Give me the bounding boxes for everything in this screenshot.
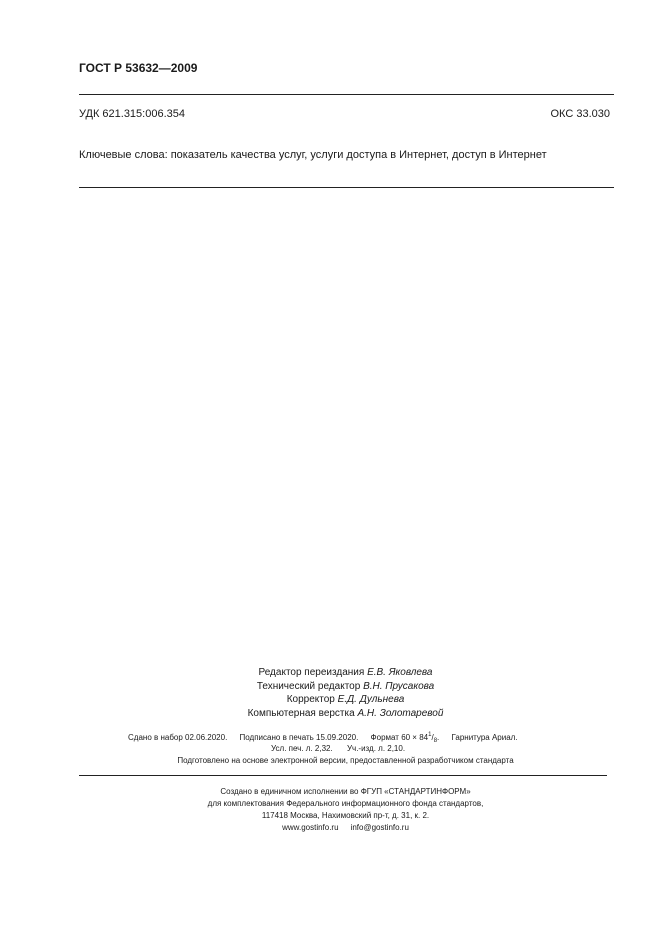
footer-line-2: для комплектования Федерального информационного фонда стандартов,: [207, 799, 484, 808]
keywords-line: Ключевые слова: показатель качества услуг, услуги доступа в Интернет, доступ в Интернет: [79, 149, 547, 161]
footer-line-1: Создано в единичном исполнении во ФГУП «СТАНДАРТИНФОРМ»: [220, 787, 471, 796]
footer-divider: [79, 775, 607, 776]
editor-credit: [0, 666, 661, 680]
tech-editor-label: Технический редактор: [256, 680, 361, 692]
editor-label: Редактор переиздания: [258, 667, 365, 678]
website-link[interactable]: www.gostinfo.ru: [282, 823, 339, 832]
udk-code: УДК 621.315:006.354: [79, 108, 185, 120]
corrector-credit: [0, 693, 661, 707]
layout-label: Компьютерная верстка: [247, 707, 355, 719]
printed-sheets: Усл. печ. л. 2,32.: [271, 744, 333, 753]
submitted-date: Сдано в набор 02.06.2020.: [128, 733, 228, 742]
paper-format: Формат $60 \times 84^1/_8$.: [370, 732, 440, 744]
keywords-divider: [79, 187, 614, 188]
print-info-line: [128, 732, 528, 744]
document-id: ГОСТ Р 53632—2009: [79, 61, 198, 75]
corrector-label: Корректор: [286, 694, 335, 705]
corrector-name: Е.Д. Дульнева: [337, 694, 405, 705]
tech-editor-name: В.Н. Прусакова: [363, 680, 435, 692]
layout-name: А.Н. Золотаревой: [357, 707, 444, 719]
footer-address: 117418 Москва, Нахимовский пр-т, д. 31, к. 2.: [261, 811, 430, 820]
credits-block: [0, 666, 661, 720]
sheets-info-line: [271, 744, 417, 753]
publisher-footer: [0, 786, 661, 834]
signed-date: Подписано в печать 15.09.2020.: [239, 733, 359, 742]
layout-credit: [0, 707, 661, 721]
tech-editor-credit: [0, 680, 661, 694]
editor-name: Е.В. Яковлева: [367, 667, 433, 678]
email-link[interactable]: info@gostinfo.ru: [350, 823, 409, 832]
typeface: Гарнитура Ариал.: [451, 733, 518, 742]
prepared-note: Подготовлено на основе электронной версии, предоставленной разработчиком стандарта: [177, 756, 514, 765]
oks-code: ОКС 33.030: [550, 108, 610, 120]
top-divider: [79, 94, 614, 95]
footer-contacts: [0, 822, 661, 834]
publisher-sheets: Уч.-изд. л. 2,10.: [346, 744, 406, 753]
